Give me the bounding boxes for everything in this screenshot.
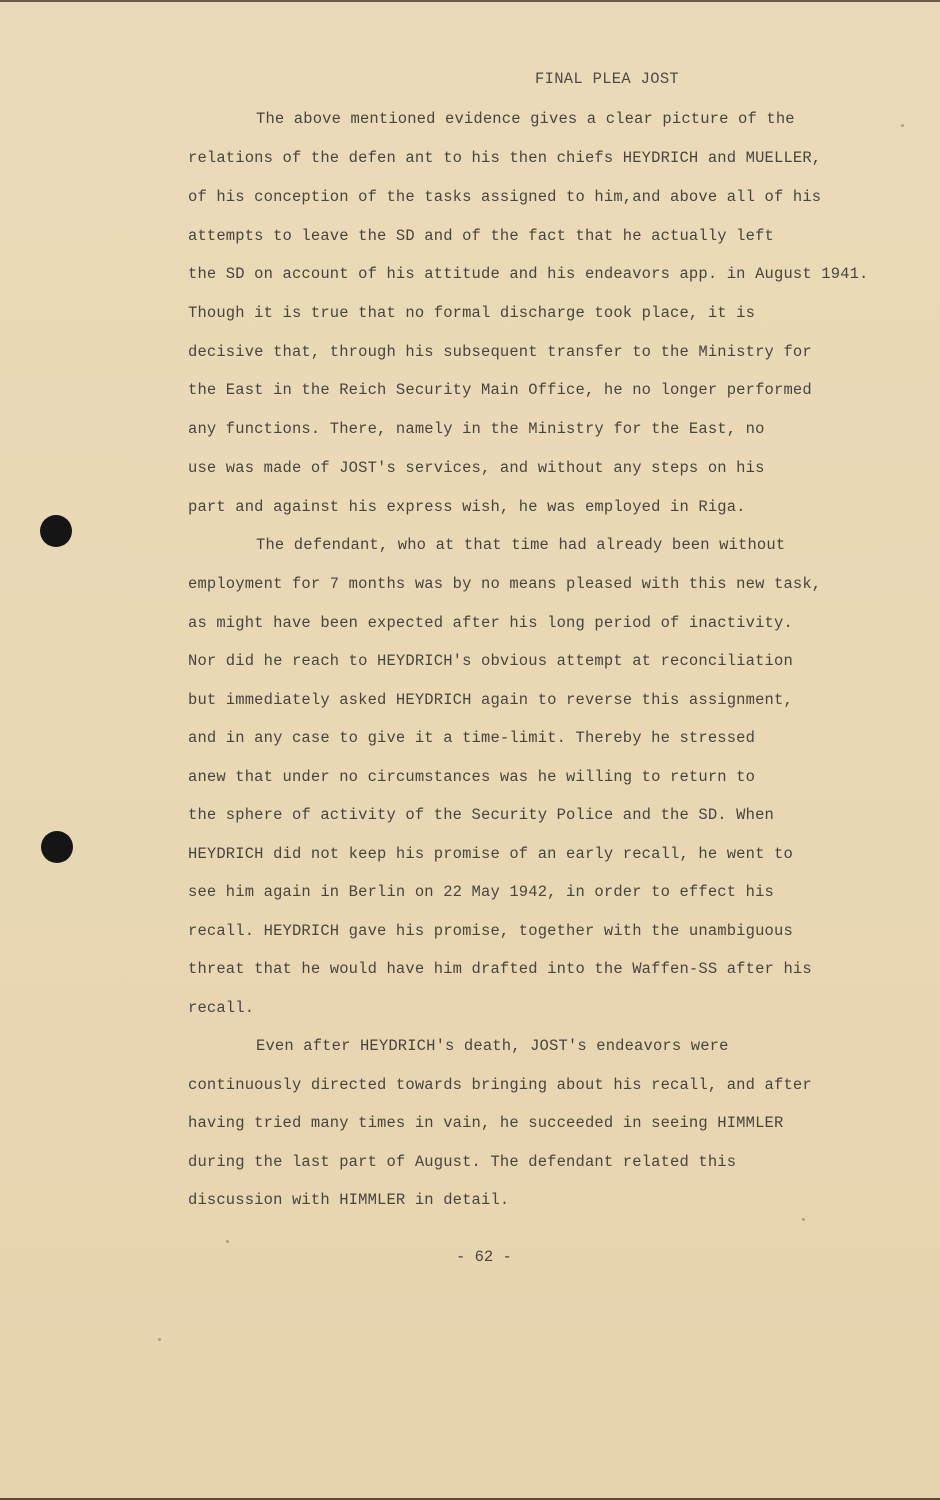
paper-speck [226, 1240, 229, 1243]
text-line: The above mentioned evidence gives a clear picture of the [256, 110, 795, 128]
page-number: - 62 - [456, 1248, 512, 1266]
paper-speck [158, 1338, 161, 1341]
text-line: recall. HEYDRICH gave his promise, together with the unambiguous [188, 922, 793, 940]
text-line: but immediately asked HEYDRICH again to reverse this assignment, [188, 691, 793, 709]
text-line: The defendant, who at that time had already been without [256, 536, 786, 554]
paper-speck [802, 1218, 805, 1221]
text-line: HEYDRICH did not keep his promise of an early recall, he went to [188, 845, 793, 863]
text-line: of his conception of the tasks assigned to him,and above all of his [188, 188, 822, 206]
text-line: continuously directed towards bringing about his recall, and after [188, 1076, 812, 1094]
text-line: employment for 7 months was by no means pleased with this new task, [188, 575, 822, 593]
text-line: having tried many times in vain, he succeeded in seeing HIMMLER [188, 1114, 784, 1132]
text-line: Though it is true that no formal discharge took place, it is [188, 304, 756, 322]
text-line: and in any case to give it a time-limit. Thereby he stressed [188, 729, 756, 747]
text-line: threat that he would have him drafted into the Waffen-SS after his [188, 960, 812, 978]
text-line: the sphere of activity of the Security Police and the SD. When [188, 806, 774, 824]
punch-hole-bottom [41, 831, 73, 863]
text-line: any functions. There, namely in the Ministry for the East, no [188, 420, 765, 438]
paper-speck [901, 124, 904, 127]
page-edge-line [0, 0, 940, 2]
text-line: part and against his express wish, he was employed in Riga. [188, 498, 746, 516]
text-line: attempts to leave the SD and of the fact that he actually left [188, 227, 774, 245]
text-line: anew that under no circumstances was he willing to return to [188, 768, 756, 786]
punch-hole-top [40, 515, 72, 547]
document-header: FINAL PLEA JOST [535, 70, 680, 88]
text-line: during the last part of August. The defendant related this [188, 1153, 737, 1171]
text-line: discussion with HIMMLER in detail. [188, 1191, 510, 1209]
text-line: the East in the Reich Security Main Office, he no longer performed [188, 381, 812, 399]
text-line: decisive that, through his subsequent transfer to the Ministry for [188, 343, 812, 361]
text-line: the SD on account of his attitude and his endeavors app. in August 1941. [188, 265, 869, 283]
text-line: as might have been expected after his long period of inactivity. [188, 614, 793, 632]
text-line: recall. [188, 999, 255, 1017]
text-line: Even after HEYDRICH's death, JOST's endeavors were [256, 1037, 729, 1055]
text-line: use was made of JOST's services, and without any steps on his [188, 459, 765, 477]
text-line: relations of the defen ant to his then chiefs HEYDRICH and MUELLER, [188, 149, 822, 167]
text-line: Nor did he reach to HEYDRICH's obvious attempt at reconciliation [188, 652, 793, 670]
text-line: see him again in Berlin on 22 May 1942, in order to effect his [188, 883, 774, 901]
